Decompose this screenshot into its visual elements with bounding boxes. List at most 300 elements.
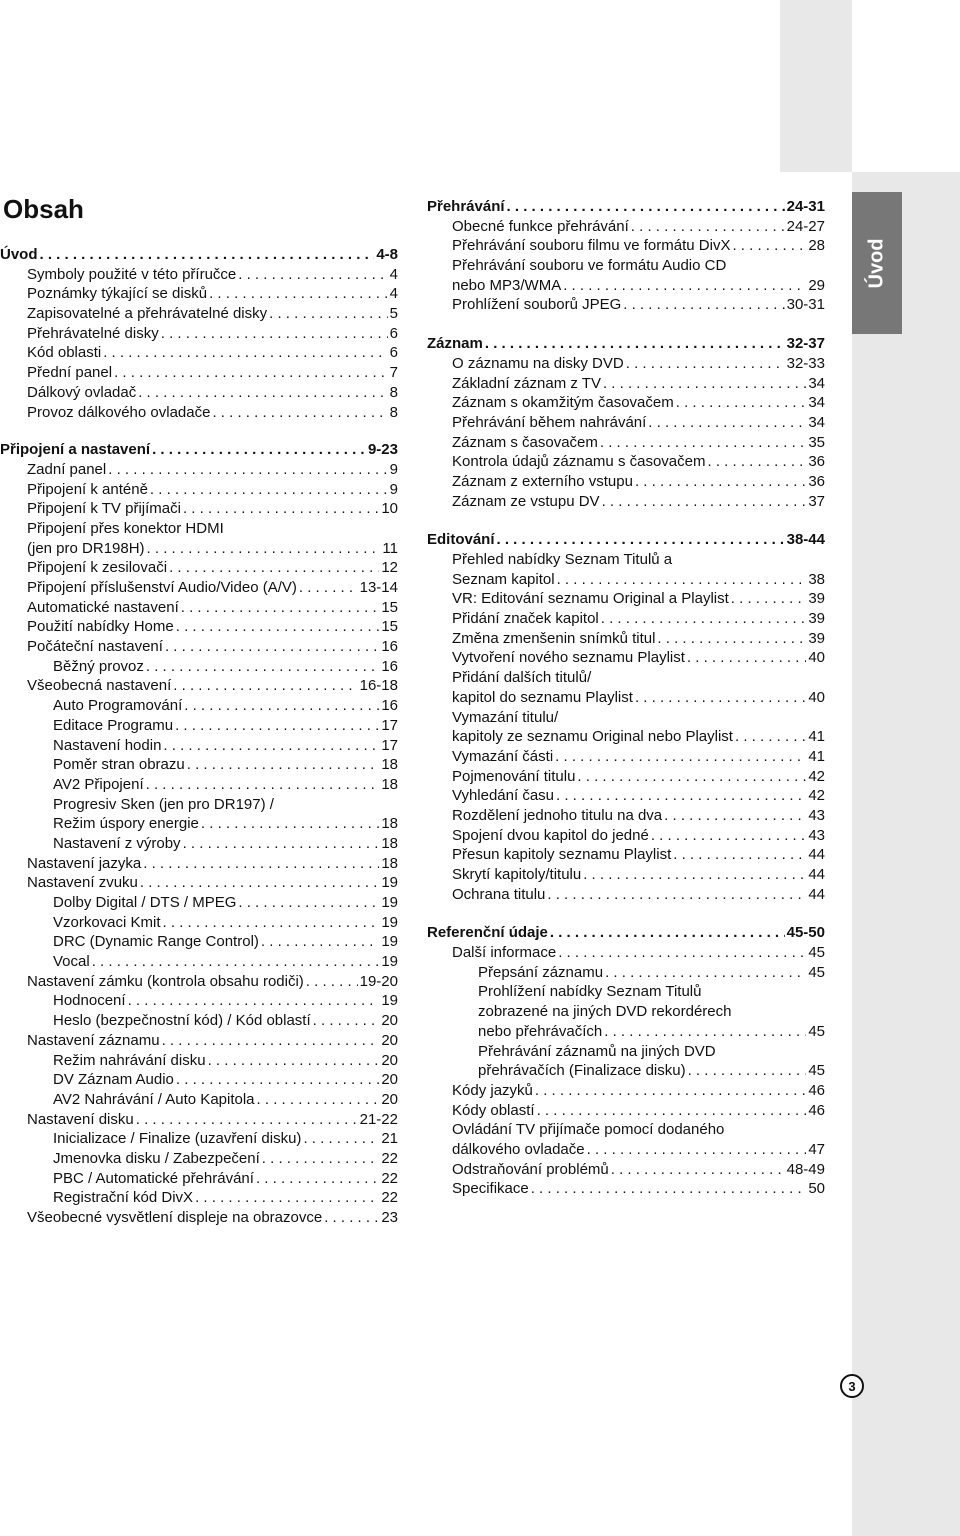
toc-entry[interactable] [0, 1129, 398, 1149]
toc-entry-text: zobrazené na jiných DVD rekordérech [478, 1003, 732, 1021]
toc-entry-page: 46 [808, 1081, 825, 1099]
dot-leader [732, 236, 806, 256]
side-strip-top [780, 0, 852, 172]
toc-entry[interactable] [427, 413, 825, 433]
toc-entry-page: 15 [381, 598, 398, 616]
dot-leader [169, 558, 379, 578]
toc-entry[interactable] [0, 755, 398, 775]
toc-entry-page: 36 [808, 453, 825, 471]
toc-entry-text: AV2 Nahrávání / Auto Kapitola [53, 1090, 255, 1108]
toc-entry-text: Kódy jazyků [452, 1081, 533, 1099]
dot-leader [208, 1051, 380, 1071]
toc-entry-page: 40 [808, 688, 825, 706]
toc-entry[interactable] [0, 403, 398, 423]
toc-heading[interactable] [427, 923, 825, 943]
toc-entry-page: 45 [808, 944, 825, 962]
toc-entry-text: Hodnocení [53, 992, 126, 1010]
toc-entry[interactable] [0, 991, 398, 1011]
toc-entry[interactable] [427, 276, 825, 296]
toc-entry-text: nebo přehrávačích [478, 1022, 603, 1040]
toc-entry-text: Kód oblasti [27, 344, 102, 362]
toc-entry-page: 17 [381, 736, 398, 754]
toc-entry[interactable] [0, 539, 398, 559]
dot-leader [664, 806, 806, 826]
toc-entry-text: Nastavení jazyka [27, 854, 142, 872]
toc-entry-text: Dálkový ovladač [27, 383, 137, 401]
toc-entry-text: Prohlížení souborů JPEG [452, 296, 622, 314]
toc-entry[interactable] [427, 865, 825, 885]
dot-leader [183, 499, 379, 519]
toc-entry-text: Odstraňování problémů [452, 1160, 609, 1178]
toc-entry[interactable] [0, 499, 398, 519]
dot-leader [146, 775, 380, 795]
toc-entry-text: Přehrávání souboru filmu ve formátu DivX [452, 237, 731, 255]
toc-entry-text: Připojení k zesilovači [27, 559, 168, 577]
toc-entry-page: 16 [381, 638, 398, 656]
toc-entry-page: 24-31 [786, 198, 825, 215]
toc-entry-text: Poměr stran obrazu [53, 756, 185, 774]
toc-entry-page: 50 [808, 1180, 825, 1198]
toc-entry[interactable] [0, 834, 398, 854]
toc-entry-text: Další informace [452, 944, 557, 962]
toc-entry-page: 48-49 [786, 1160, 825, 1178]
toc-entry-page: 47 [808, 1140, 825, 1158]
toc-entry[interactable] [0, 1169, 398, 1189]
toc-entry-page: 19 [381, 874, 398, 892]
toc-entry[interactable] [427, 393, 825, 413]
toc-entry-text: Všeobecné vysvětlení displeje na obrazovce [27, 1209, 323, 1226]
toc-entry[interactable] [0, 736, 398, 756]
toc-entry-text: dálkového ovladače [452, 1140, 585, 1158]
toc-entry-page: 24-27 [786, 217, 825, 235]
toc-entry[interactable] [0, 265, 398, 285]
dot-leader [735, 727, 806, 747]
toc-entry[interactable] [427, 767, 825, 787]
toc-entry[interactable] [0, 657, 398, 677]
toc-entry[interactable] [427, 452, 825, 472]
toc-entry-page: 30-31 [786, 296, 825, 314]
toc-entry-text: Změna zmenšenin snímků titul [452, 629, 656, 647]
toc-entry-page: 19 [381, 953, 398, 971]
toc-entry-text: Přehrávání záznamů na jiných DVD [478, 1042, 716, 1060]
toc-entry[interactable] [0, 480, 398, 500]
toc-entry-page: 45-50 [786, 924, 825, 942]
toc-entry-text: kapitol do seznamu Playlist [452, 688, 633, 706]
toc-entry[interactable] [0, 558, 398, 578]
toc-entry-page: 20 [381, 1051, 398, 1069]
toc-entry[interactable] [427, 1160, 825, 1180]
toc-entry-text: Referenční údaje [427, 924, 548, 942]
dot-leader [497, 530, 785, 550]
dot-leader [303, 1129, 379, 1149]
toc-entry-text: Specifikace [452, 1180, 529, 1198]
toc-entry-text: Inicializace / Finalize (uzavření disku) [53, 1130, 302, 1148]
dot-leader [163, 913, 380, 933]
dot-leader [143, 854, 379, 874]
toc-right-column [427, 197, 825, 1218]
toc-entry-page: 18 [381, 756, 398, 774]
toc-entry-text: Seznam kapitol [452, 570, 555, 588]
toc-entry[interactable] [427, 885, 825, 905]
toc-entry-text: Heslo (bezpečnostní kód) / Kód oblastí [53, 1012, 311, 1030]
dot-leader [507, 197, 785, 217]
toc-entry-text: Pojmenování titulu [452, 767, 576, 785]
dot-leader [583, 865, 806, 885]
dot-leader [601, 609, 807, 629]
toc-section [427, 530, 825, 904]
dot-leader [485, 334, 785, 354]
dot-leader [136, 1110, 358, 1130]
toc-entry[interactable] [0, 460, 398, 480]
toc-heading[interactable] [0, 245, 398, 265]
dot-leader [635, 688, 806, 708]
toc-entry-page: 44 [808, 885, 825, 903]
toc-entry[interactable] [427, 786, 825, 806]
toc-entry[interactable] [0, 952, 398, 972]
toc-entry[interactable] [0, 932, 398, 952]
toc-entry[interactable] [0, 637, 398, 657]
dot-leader [150, 480, 388, 500]
toc-entry-page: 9 [389, 460, 398, 478]
dot-leader [673, 845, 806, 865]
toc-entry[interactable] [427, 826, 825, 846]
toc-entry-text: PBC / Automatické přehrávání [53, 1169, 254, 1187]
dot-leader [631, 217, 785, 237]
dot-leader [162, 1031, 380, 1051]
dot-leader [531, 1179, 807, 1199]
dot-leader [173, 676, 357, 696]
dot-leader [299, 578, 358, 598]
toc-entry-text: Nastavení hodin [53, 736, 162, 754]
toc-entry-text: Nastavení zámku (kontrola obsahu rodiči) [27, 972, 304, 990]
toc-entry[interactable] [0, 913, 398, 933]
toc-entry-page: 6 [389, 324, 398, 342]
toc-entry[interactable] [0, 814, 398, 834]
toc-entry-page: 22 [381, 1149, 398, 1167]
toc-entry[interactable] [0, 1051, 398, 1071]
dot-leader [676, 393, 807, 413]
toc-entry-page: 43 [808, 806, 825, 824]
toc-entry-text: Záznam [427, 335, 483, 353]
dot-leader [651, 826, 806, 846]
toc-entry[interactable] [0, 696, 398, 716]
toc-entry[interactable] [427, 688, 825, 708]
toc-entry-text: Záznam s okamžitým časovačem [452, 394, 674, 412]
dot-leader [257, 1090, 380, 1110]
toc-entry[interactable] [427, 708, 825, 728]
toc-entry[interactable] [427, 433, 825, 453]
dot-leader [687, 648, 806, 668]
toc-entry-page: 12 [381, 559, 398, 577]
dot-leader [547, 885, 806, 905]
toc-entry-page: 11 [382, 539, 398, 557]
toc-heading[interactable] [427, 197, 825, 217]
toc-entry[interactable] [0, 1110, 398, 1130]
dot-leader [183, 834, 380, 854]
toc-entry-page: 16 [381, 697, 398, 715]
toc-entry[interactable] [427, 236, 825, 256]
toc-entry[interactable] [427, 609, 825, 629]
toc-entry-text: Automatické nastavení [27, 598, 179, 616]
toc-entry-page: 42 [808, 767, 825, 785]
toc-entry[interactable] [0, 617, 398, 637]
toc-entry[interactable] [0, 893, 398, 913]
toc-entry-page: 39 [808, 610, 825, 628]
toc-entry-text: kapitoly ze seznamu Original nebo Playlist [452, 728, 733, 746]
toc-entry-text: Rozdělení jednoho titulu na dva [452, 806, 663, 824]
toc-entry[interactable] [427, 295, 825, 315]
toc-entry[interactable] [0, 1208, 398, 1228]
toc-entry-page: 45 [808, 1022, 825, 1040]
toc-entry-text: Nastavení disku [27, 1110, 134, 1128]
dot-leader [563, 276, 806, 296]
toc-entry-text: Obecné funkce přehrávání [452, 217, 629, 235]
toc-entry-text: Přehrávání během nahrávání [452, 413, 647, 431]
toc-entry-text: Režim úspory energie [53, 815, 199, 833]
toc-entry[interactable] [427, 668, 825, 688]
toc-entry-page: 32-33 [786, 354, 825, 372]
toc-entry-text: Editace Programu [53, 716, 174, 734]
toc-entry-text: Počáteční nastavení [27, 638, 163, 656]
dot-leader [103, 343, 387, 363]
dot-leader [40, 245, 375, 265]
toc-entry-page: 44 [808, 866, 825, 883]
toc-entry[interactable] [0, 716, 398, 736]
toc-entry-text: Připojení a nastavení [0, 441, 151, 459]
dot-leader [603, 374, 806, 394]
toc-entry[interactable] [427, 550, 825, 570]
dot-leader [555, 747, 806, 767]
dot-leader [114, 363, 388, 383]
toc-entry-page: 13-14 [359, 579, 398, 596]
toc-entry-page: 8 [389, 403, 398, 421]
toc-entry[interactable] [427, 845, 825, 865]
toc-entry-text: Přidání značek kapitol [452, 610, 599, 628]
toc-entry-text: Přidání dalších titulů/ [452, 669, 592, 687]
toc-entry[interactable] [0, 1031, 398, 1051]
toc-entry[interactable] [0, 1011, 398, 1031]
toc-entry-text: Režim nahrávání disku [53, 1051, 206, 1069]
toc-entry-page: 19 [381, 894, 398, 911]
dot-leader [707, 452, 806, 472]
toc-entry[interactable] [0, 304, 398, 324]
toc-entry-text: AV2 Připojení [53, 775, 144, 793]
toc-entry[interactable] [0, 972, 398, 992]
toc-entry[interactable] [0, 1149, 398, 1169]
toc-entry[interactable] [427, 747, 825, 767]
toc-entry-text: DRC (Dynamic Range Control) [53, 933, 259, 951]
toc-entry[interactable] [427, 963, 825, 983]
toc-entry-page: 38-44 [786, 531, 825, 549]
toc-entry-text: Přehrávatelné disky [27, 324, 159, 342]
toc-entry[interactable] [0, 676, 398, 696]
toc-entry[interactable] [427, 629, 825, 649]
toc-entry[interactable] [0, 519, 398, 539]
toc-entry[interactable] [427, 648, 825, 668]
toc-entry-page: 38 [808, 570, 825, 588]
dot-leader [161, 324, 388, 344]
toc-entry[interactable] [427, 256, 825, 276]
toc-entry[interactable] [427, 217, 825, 237]
toc-entry[interactable] [0, 363, 398, 383]
toc-entry-text: Vytvoření nového seznamu Playlist [452, 649, 685, 667]
dot-leader [147, 539, 381, 559]
dot-leader [212, 403, 387, 423]
toc-entry-page: 28 [808, 237, 825, 255]
toc-entry-page: 20 [381, 1012, 398, 1030]
toc-entry[interactable] [427, 806, 825, 826]
toc-entry[interactable] [427, 472, 825, 492]
toc-entry-page: 41 [808, 728, 825, 746]
toc-entry-page: 4 [389, 285, 398, 303]
dot-leader [556, 786, 806, 806]
toc-entry[interactable] [427, 1120, 825, 1140]
toc-entry-text: Přehrávání souboru ve formátu Audio CD [452, 257, 727, 275]
toc-entry[interactable] [0, 873, 398, 893]
toc-entry[interactable] [427, 1022, 825, 1042]
toc-entry-text: Vzorkovaci Kmit [53, 913, 161, 931]
toc-entry[interactable] [427, 354, 825, 374]
toc-entry[interactable] [0, 775, 398, 795]
toc-entry-text: Přepsání záznamu [478, 963, 604, 981]
toc-entry-page: 9-23 [367, 441, 398, 459]
toc-entry-page: 34 [808, 413, 825, 431]
dot-leader [163, 736, 379, 756]
toc-entry-page: 35 [808, 433, 825, 451]
toc-entry-page: 40 [808, 649, 825, 667]
dot-leader [313, 1011, 380, 1031]
toc-entry-page: 18 [381, 815, 398, 833]
toc-entry-text: Nastavení záznamu [27, 1031, 160, 1049]
toc-heading[interactable] [427, 530, 825, 550]
toc-entry[interactable] [0, 854, 398, 874]
toc-entry-page: 23 [381, 1209, 398, 1226]
toc-entry-page: 39 [808, 629, 825, 647]
toc-entry-page: 20 [381, 1090, 398, 1108]
dot-leader [602, 492, 807, 512]
toc-entry[interactable] [427, 982, 825, 1002]
dot-leader [175, 716, 379, 736]
dot-leader [184, 696, 379, 716]
dot-leader [604, 1022, 806, 1042]
toc-entry[interactable] [0, 795, 398, 815]
toc-entry-page: 29 [808, 276, 825, 294]
toc-entry-text: Progresiv Sken (jen pro DR197) / [53, 795, 274, 813]
toc-entry-text: O záznamu na disky DVD [452, 354, 624, 372]
toc-entry-page: 21-22 [359, 1110, 398, 1128]
toc-entry-text: Základní záznam z TV [452, 374, 601, 392]
toc-entry-page: 20 [381, 1031, 398, 1049]
toc-entry[interactable] [427, 1042, 825, 1062]
toc-entry[interactable] [427, 570, 825, 590]
toc-entry[interactable] [0, 383, 398, 403]
toc-entry-page: 45 [808, 963, 825, 981]
toc-entry[interactable] [427, 1061, 825, 1081]
dot-leader [306, 972, 358, 992]
toc-entry-text: VR: Editování seznamu Original a Playlist [452, 590, 729, 608]
dot-leader [181, 598, 380, 618]
toc-entry-text: Všeobecná nastavení [27, 677, 172, 695]
toc-entry[interactable] [427, 1101, 825, 1121]
toc-entry[interactable] [427, 727, 825, 747]
toc-entry-page: 4 [389, 265, 398, 283]
toc-entry[interactable] [427, 492, 825, 512]
dot-leader [657, 629, 806, 649]
dot-leader [152, 440, 366, 460]
dot-leader [535, 1081, 806, 1101]
toc-entry-text: Symboly použité v této příručce [27, 265, 237, 283]
toc-entry[interactable] [0, 1188, 398, 1208]
dot-leader [187, 755, 380, 775]
dot-leader [731, 589, 807, 609]
toc-entry[interactable] [0, 343, 398, 363]
toc-entry-page: 16-18 [359, 677, 398, 695]
toc-entry[interactable] [0, 578, 398, 598]
toc-entry-text: nebo MP3/WMA [452, 276, 562, 294]
toc-entry-page: 19-20 [359, 972, 398, 990]
toc-entry-text: Registrační kód DivX [53, 1189, 194, 1207]
toc-entry-page: 20 [381, 1071, 398, 1089]
toc-entry-text: Vymazání titulu/ [452, 708, 559, 726]
dot-leader [623, 295, 784, 315]
toc-entry-text: Kontrola údajů záznamu s časovačem [452, 453, 706, 471]
toc-entry[interactable] [427, 374, 825, 394]
toc-entry-text: (jen pro DR198H) [27, 539, 145, 557]
dot-leader [195, 1188, 379, 1208]
toc-entry[interactable] [0, 324, 398, 344]
toc-entry[interactable] [427, 1179, 825, 1199]
toc-heading[interactable] [427, 334, 825, 354]
toc-entry[interactable] [427, 1002, 825, 1022]
toc-entry-text: Přesun kapitoly seznamu Playlist [452, 846, 672, 864]
dot-leader [605, 963, 806, 983]
toc-entry-text: Běžný provoz [53, 657, 144, 675]
toc-section [0, 245, 398, 422]
toc-entry-text: Dolby Digital / DTS / MPEG [53, 894, 237, 911]
toc-entry[interactable] [427, 1140, 825, 1160]
toc-entry-text: Auto Programování [53, 697, 183, 715]
dot-leader [269, 304, 388, 324]
toc-entry-page: 22 [381, 1169, 398, 1187]
toc-entry-page: 6 [389, 344, 398, 362]
toc-entry-page: 18 [381, 775, 398, 793]
toc-entry[interactable] [0, 1090, 398, 1110]
toc-entry-text: Jmenovka disku / Zabezpečení [53, 1149, 260, 1167]
toc-entry[interactable] [0, 1070, 398, 1090]
toc-entry[interactable] [427, 589, 825, 609]
dot-leader [262, 1149, 380, 1169]
toc-heading[interactable] [0, 440, 398, 460]
toc-entry-text: Připojení k TV přijímači [27, 500, 181, 518]
toc-entry[interactable] [427, 943, 825, 963]
page-title: Obsah [3, 194, 84, 224]
toc-entry-page: 16 [381, 657, 398, 675]
toc-entry-text: Spojení dvou kapitol do jedné [452, 826, 649, 844]
toc-entry[interactable] [0, 284, 398, 304]
toc-entry-text: Záznam ze vstupu DV [452, 492, 600, 510]
toc-entry-text: Ochrana titulu [452, 885, 546, 903]
toc-entry-text: Poznámky týkající se disků [27, 285, 208, 303]
dot-leader [146, 657, 379, 677]
toc-entry-text: Přehrávání [427, 198, 505, 215]
toc-entry-page: 18 [381, 834, 398, 852]
toc-entry-page: 15 [381, 618, 398, 636]
toc-entry[interactable] [427, 1081, 825, 1101]
toc-entry-text: Vymazání části [452, 747, 554, 765]
toc-entry-text: Zapisovatelné a přehrávatelné disky [27, 305, 268, 323]
toc-entry[interactable] [0, 598, 398, 618]
dot-leader [550, 923, 785, 943]
